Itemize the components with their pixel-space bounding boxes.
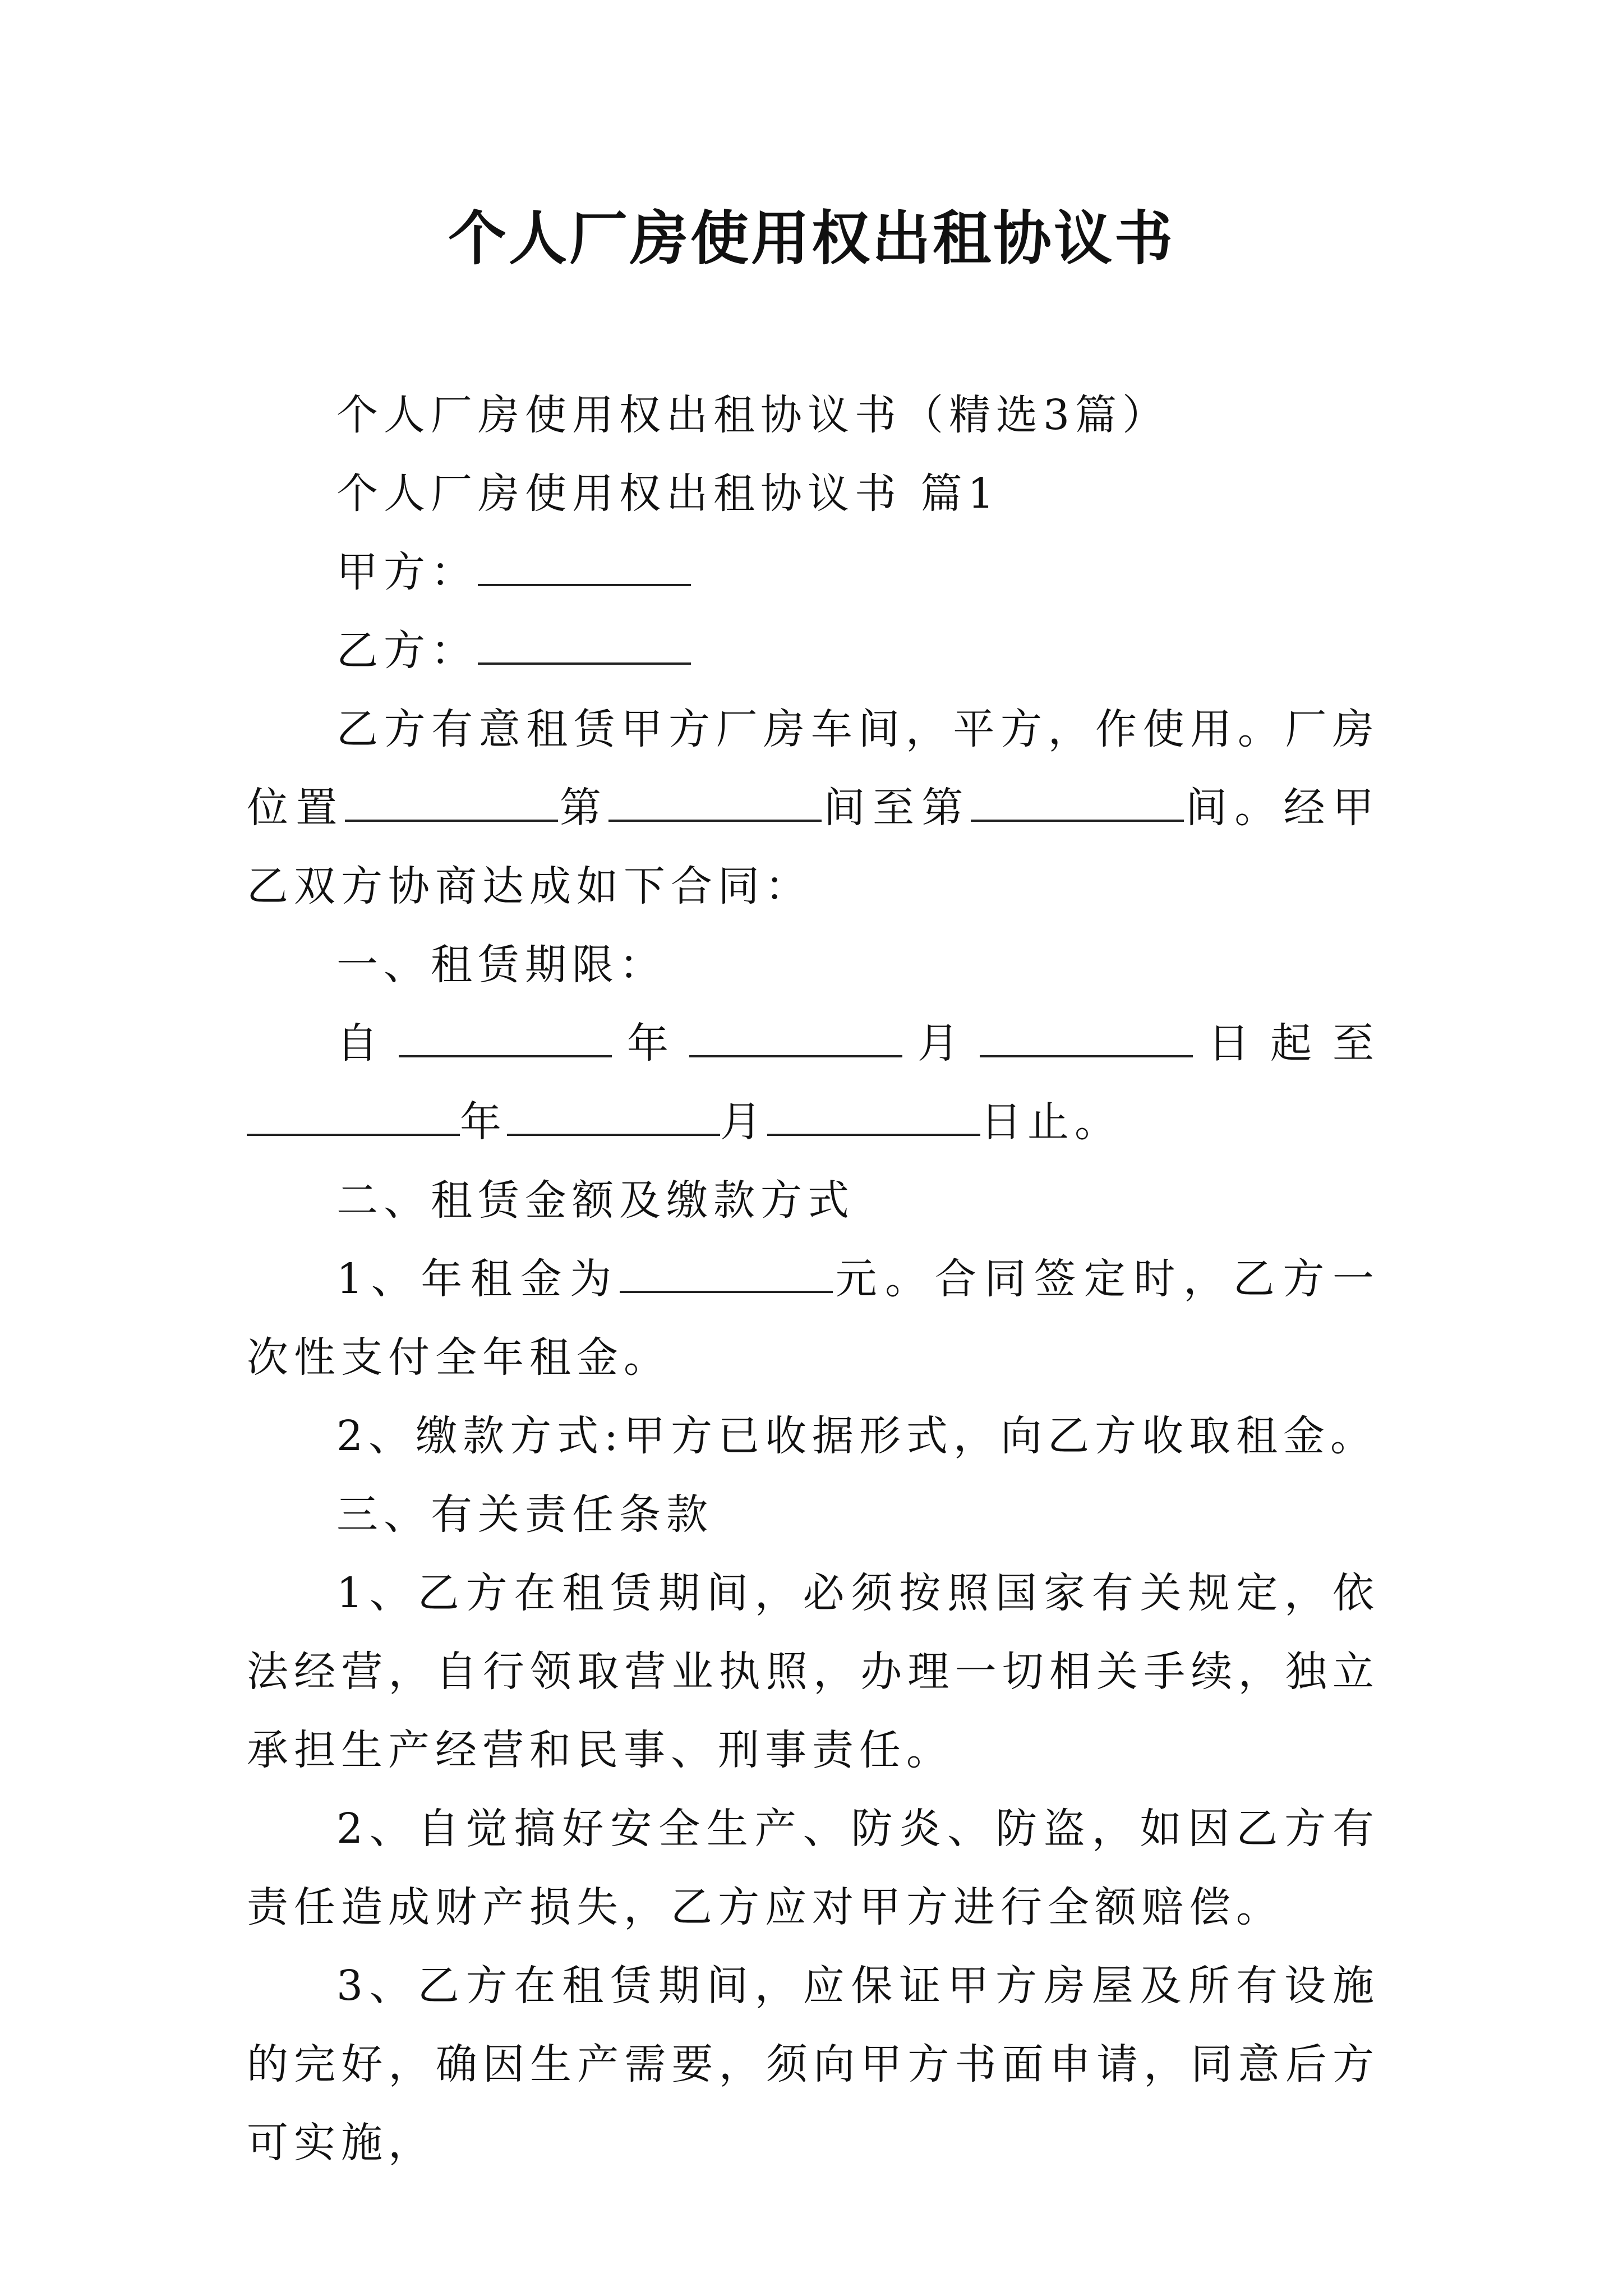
intro-text-a: 乙方有意租赁甲方厂房车间，平方，作使用。厂房位置 [247, 705, 1380, 832]
section-heading: 个人厂房使用权出租协议书 篇1 [336, 470, 1000, 518]
start-day-blank [980, 1022, 1193, 1057]
end-month-blank [507, 1100, 720, 1136]
rent-amount-paragraph [247, 1240, 1380, 1397]
party-b-blank [478, 629, 691, 665]
end-day-blank [767, 1100, 980, 1136]
duty-2-paragraph: 2、自觉搞好安全生产、防炎、防盗，如因乙方有责任造成财产损失，乙方应对甲方进行全额赔偿。 [247, 1805, 1380, 1931]
room-from-blank [608, 786, 822, 822]
party-b-line [247, 611, 1380, 690]
party-a-label: 甲方： [336, 548, 478, 596]
intro-paragraph [247, 690, 1380, 926]
intro-text-d: 间。经甲乙双方协商达成如下合同： [247, 784, 1380, 910]
lease-text-end-month: 月 [720, 1098, 767, 1146]
payment-method-paragraph: 2、缴款方式:甲方已收据形式，向乙方收取租金。 [336, 1412, 1378, 1460]
rent-text-b: 元。合同签定时，乙方一次性支付全年租金。 [247, 1255, 1380, 1382]
room-to-blank [971, 786, 1184, 822]
rent-amount-blank [620, 1257, 833, 1293]
lease-text-end-year: 年 [460, 1098, 507, 1146]
lease-term-paragraph [247, 1004, 1380, 1161]
intro-text-b: 第 [557, 784, 609, 832]
party-b-label: 乙方： [336, 627, 478, 675]
lease-text-year: 年 [612, 1019, 689, 1068]
party-a-line [247, 533, 1380, 611]
lease-text-end-day: 日止。 [980, 1098, 1122, 1146]
party-a-blank [478, 550, 691, 586]
duty-3-paragraph: 3、乙方在租赁期间，应保证甲方房屋及所有设施的完好，确因生产需要，须向甲方书面申请，同意后方可实施， [247, 1962, 1380, 2167]
subtitle: 个人厂房使用权出租协议书（精选3篇） [336, 391, 1170, 439]
document-title: 个人厂房使用权出租协议书 [448, 204, 1175, 273]
lease-text-day-to: 日起至 [1193, 1019, 1380, 1068]
clause-1-heading: 一、租赁期限： [336, 941, 666, 989]
intro-text-c: 间至第 [822, 784, 971, 832]
start-month-blank [689, 1022, 902, 1057]
lease-text-from: 自 [336, 1019, 399, 1068]
end-year-blank [247, 1100, 460, 1136]
start-year-blank [399, 1022, 612, 1057]
rent-text-a: 1、年租金为 [336, 1255, 620, 1303]
document-body [247, 376, 1380, 2182]
clause-3-heading: 三、有关责任条款 [336, 1490, 713, 1539]
duty-1-paragraph: 1、乙方在租赁期间，必须按照国家有关规定，依法经营，自行领取营业执照，办理一切相关手续，独立承担生产经营和民事、刑事责任。 [247, 1569, 1380, 1774]
lease-text-month: 月 [902, 1019, 980, 1068]
location-blank [345, 786, 558, 822]
clause-2-heading: 二、租赁金额及缴款方式 [336, 1176, 855, 1225]
